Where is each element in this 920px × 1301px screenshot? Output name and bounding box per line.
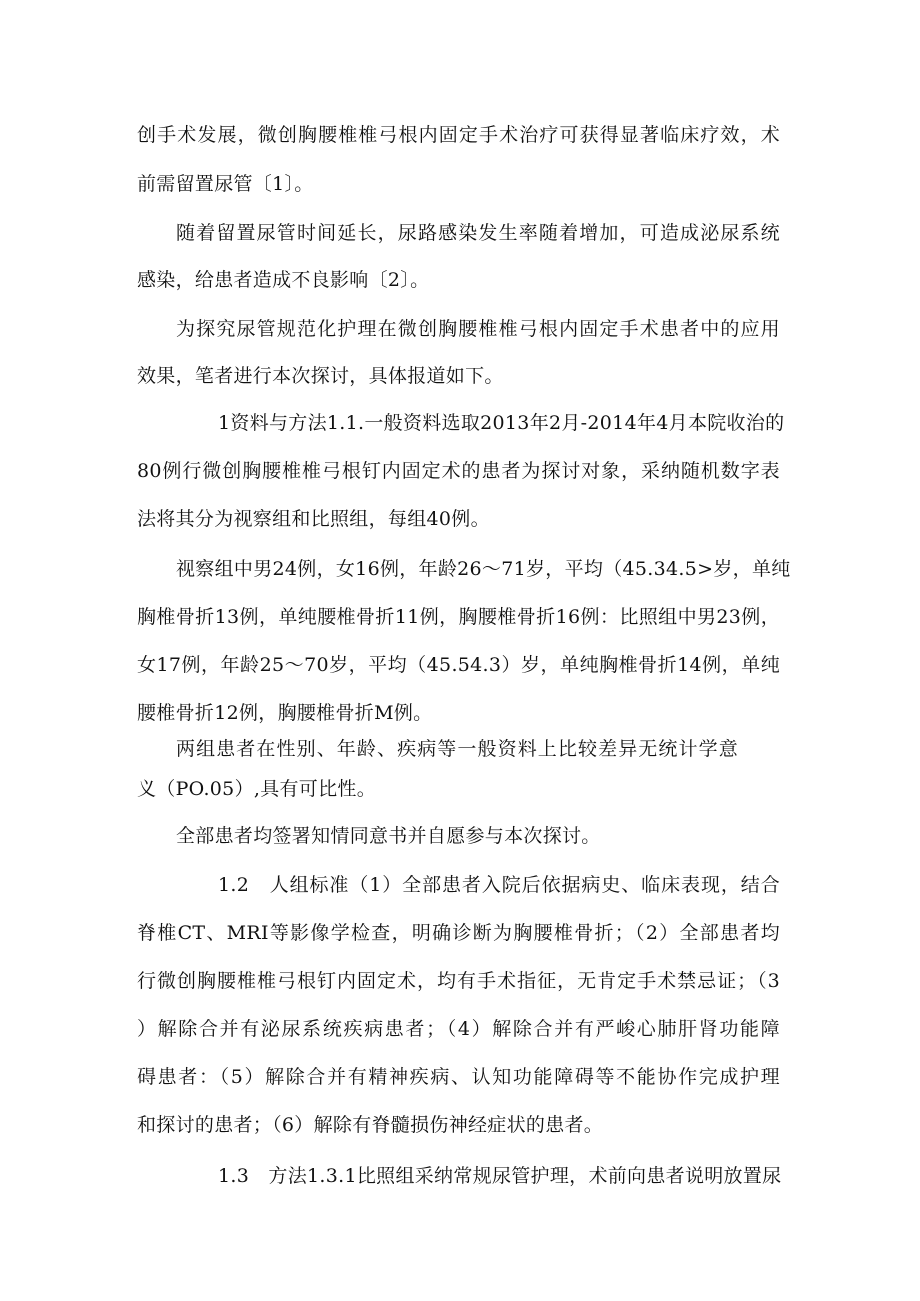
- text-line: 为探究尿管规范化护理在微创胸腰椎椎弓根内固定手术患者中的应用: [176, 318, 780, 340]
- text-line: 1资料与方法1.1.一般资料选取2013年2月-2014年4月本院收治的: [218, 412, 785, 434]
- text-line: 随着留置尿管时间延长，尿路感染发生率随着增加，可造成泌尿系统: [176, 222, 780, 244]
- text-line: 胸椎骨折13例，单纯腰椎骨折11例，胸腰椎骨折16例：比照组中男23例，: [137, 606, 780, 628]
- text-line: ）解除合并有泌尿系统疾病患者；（4）解除合并有严峻心肺肝肾功能障: [137, 1018, 780, 1040]
- text-line: 碍患者：（5）解除合并有精神疾病、认知功能障碍等不能协作完成护理: [137, 1066, 780, 1088]
- text-line: 创手术发展，微创胸腰椎椎弓根内固定手术治疗可获得显著临床疗效，术: [137, 124, 780, 146]
- text-line: 视察组中男24例，女16例，年龄26～71岁，平均（45.34.5>岁，单纯: [176, 558, 791, 580]
- text-line: 1.3 方法1.3.1比照组采纳常规尿管护理，术前向患者说明放置尿: [218, 1165, 782, 1187]
- text-line: 行微创胸腰椎椎弓根钉内固定术，均有手术指征，无肯定手术禁忌证；（3: [137, 970, 780, 992]
- text-line: 和探讨的患者；（6）解除有脊髓损伤神经症状的患者。: [137, 1114, 604, 1136]
- text-line: 效果，笔者进行本次探讨，具体报道如下。: [137, 365, 504, 387]
- text-line: 法将其分为视察组和比照组，每组40例。: [137, 508, 490, 530]
- text-line: 女17例，年龄25～70岁，平均（45.54.3）岁，单纯胸椎骨折14例，单纯: [137, 654, 780, 676]
- text-line: 脊椎CT、MRI等影像学检查，明确诊断为胸腰椎骨折；（2）全部患者均: [137, 922, 780, 944]
- text-line: 前需留置尿管〔1〕。: [137, 173, 314, 195]
- text-line: 两组患者在性别、年龄、疾病等一般资料上比较差异无统计学意: [176, 738, 738, 760]
- text-line: 感染，给患者造成不良影响〔2〕。: [137, 269, 430, 291]
- text-line: 腰椎骨折12例，胸腰椎骨折M例。: [137, 702, 433, 724]
- text-line: 80例行微创胸腰椎椎弓根钉内固定术的患者为探讨对象，采纳随机数字表: [137, 460, 780, 482]
- text-line: 1.2 人组标准（1）全部患者入院后依据病史、临床表现，结合: [218, 874, 780, 896]
- text-line: 义（PO.05）,具有可比性。: [137, 778, 377, 800]
- text-line: 全部患者均签署知情同意书并自愿参与本次探讨。: [176, 825, 601, 847]
